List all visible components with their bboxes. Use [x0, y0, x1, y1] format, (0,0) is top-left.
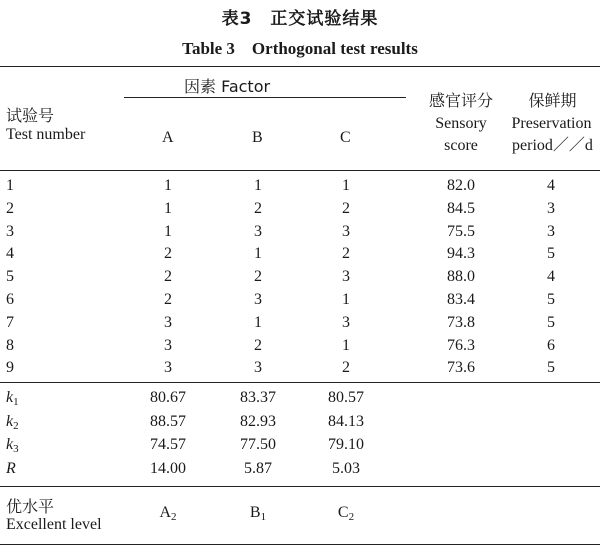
row-7-c: 3: [342, 313, 350, 331]
row-8-a: 3: [164, 336, 172, 354]
summary-label-3: $k_3$: [6, 436, 19, 455]
summary-label-2: $k_2$: [6, 412, 19, 432]
summary-1-b: 83.37: [240, 389, 276, 406]
row-1-period: 4: [547, 177, 555, 194]
excellent-a: $A_2$: [159, 504, 177, 523]
row-8-score: 76.3: [447, 336, 475, 354]
row-4-b: 1: [254, 245, 262, 263]
row-3-a: 1: [164, 222, 172, 240]
row-4-a: 2: [164, 245, 172, 263]
row-4-period: 5: [547, 245, 555, 263]
row-3-period: 3: [547, 222, 555, 240]
row-8-c: 1: [342, 336, 350, 354]
row-9-b: 3: [254, 359, 262, 377]
header-test-number-cn: 试验号: [6, 106, 55, 125]
excellent-b: $B_1$: [249, 504, 267, 523]
row-8-b: 2: [254, 336, 262, 354]
row-9-period: 5: [547, 359, 555, 377]
row-7-b: 1: [254, 313, 262, 331]
row-9-a: 3: [164, 359, 172, 377]
row-6-a: 2: [164, 291, 172, 308]
header-sensory-en-2: score: [444, 137, 478, 154]
row-2-b: 2: [254, 199, 262, 217]
bottom-rule: [0, 544, 600, 545]
summary-2-a: 88.57: [150, 412, 186, 430]
row-6-c: 1: [342, 291, 350, 308]
summary-3-a: 74.57: [150, 436, 186, 453]
row-7-score: 73.8: [447, 313, 475, 331]
row-2-score: 84.5: [447, 199, 475, 217]
row-2-c: 2: [342, 199, 350, 217]
header-factor-group: 因素 Factor: [184, 77, 271, 96]
row-5-period: 4: [547, 268, 555, 286]
row-6-score: 83.4: [447, 291, 475, 308]
row-3-b: 3: [254, 222, 262, 240]
row-5-no: 5: [6, 268, 14, 286]
row-6-no: 6: [6, 291, 14, 308]
summary-label-4: R: [6, 459, 16, 477]
row-9-no: 9: [6, 359, 14, 377]
row-6-period: 5: [547, 291, 555, 308]
row-9-c: 2: [342, 359, 350, 377]
excellent-label-cn: 优水平: [6, 497, 55, 516]
top-rule: [0, 66, 600, 67]
header-rule: [0, 170, 600, 171]
row-4-no: 4: [6, 245, 14, 263]
row-3-no: 3: [6, 222, 14, 240]
row-8-period: 6: [547, 336, 555, 354]
header-sensory-cn: 感官评分: [428, 91, 493, 110]
header-factor-a: A: [162, 129, 174, 146]
summary-2-b: 82.93: [240, 412, 276, 430]
row-3-c: 3: [342, 222, 350, 240]
row-5-a: 2: [164, 268, 172, 286]
row-1-no: 1: [6, 177, 14, 194]
excellent-label-en: Excellent level: [6, 516, 102, 533]
summary-2-c: 84.13: [328, 412, 364, 430]
data-rule: [0, 382, 600, 383]
factor-underline: [124, 97, 406, 98]
header-preservation-en-1: Preservation: [511, 115, 592, 132]
summary-4-b: 5.87: [244, 459, 272, 477]
header-test-number-en: Test number: [6, 126, 86, 143]
header-sensory-en-1: Sensory: [435, 115, 487, 132]
row-5-b: 2: [254, 268, 262, 286]
row-5-c: 3: [342, 268, 350, 286]
row-2-no: 2: [6, 199, 14, 217]
row-8-no: 8: [6, 336, 14, 354]
row-7-a: 3: [164, 313, 172, 331]
summary-4-c: 5.03: [332, 459, 360, 477]
row-3-score: 75.5: [447, 222, 475, 240]
row-1-c: 1: [342, 177, 350, 194]
row-1-b: 1: [254, 177, 262, 194]
row-7-period: 5: [547, 313, 555, 331]
excellent-c: $C_2$: [337, 504, 355, 523]
summary-1-a: 80.67: [150, 389, 186, 406]
row-2-period: 3: [547, 199, 555, 217]
summary-rule: [0, 486, 600, 487]
table-caption-en: Table 3 Orthogonal test results: [182, 39, 418, 58]
row-6-b: 3: [254, 291, 262, 308]
row-4-score: 94.3: [447, 245, 475, 263]
summary-label-1: $k_1$: [6, 389, 19, 408]
table-caption-cn: 表3 正交试验结果: [221, 9, 379, 29]
row-2-a: 1: [164, 199, 172, 217]
header-preservation-cn: 保鲜期: [528, 91, 577, 110]
row-1-a: 1: [164, 177, 172, 194]
summary-3-c: 79.10: [328, 436, 364, 453]
row-1-score: 82.0: [447, 177, 475, 194]
header-factor-c: C: [340, 129, 351, 146]
summary-3-b: 77.50: [240, 436, 276, 453]
summary-4-a: 14.00: [150, 459, 186, 477]
row-7-no: 7: [6, 313, 14, 331]
row-9-score: 73.6: [447, 359, 475, 377]
summary-1-c: 80.57: [328, 389, 364, 406]
header-factor-b: B: [252, 129, 263, 146]
row-4-c: 2: [342, 245, 350, 263]
row-5-score: 88.0: [447, 268, 475, 286]
header-preservation-en-2: period／／d: [512, 137, 593, 154]
